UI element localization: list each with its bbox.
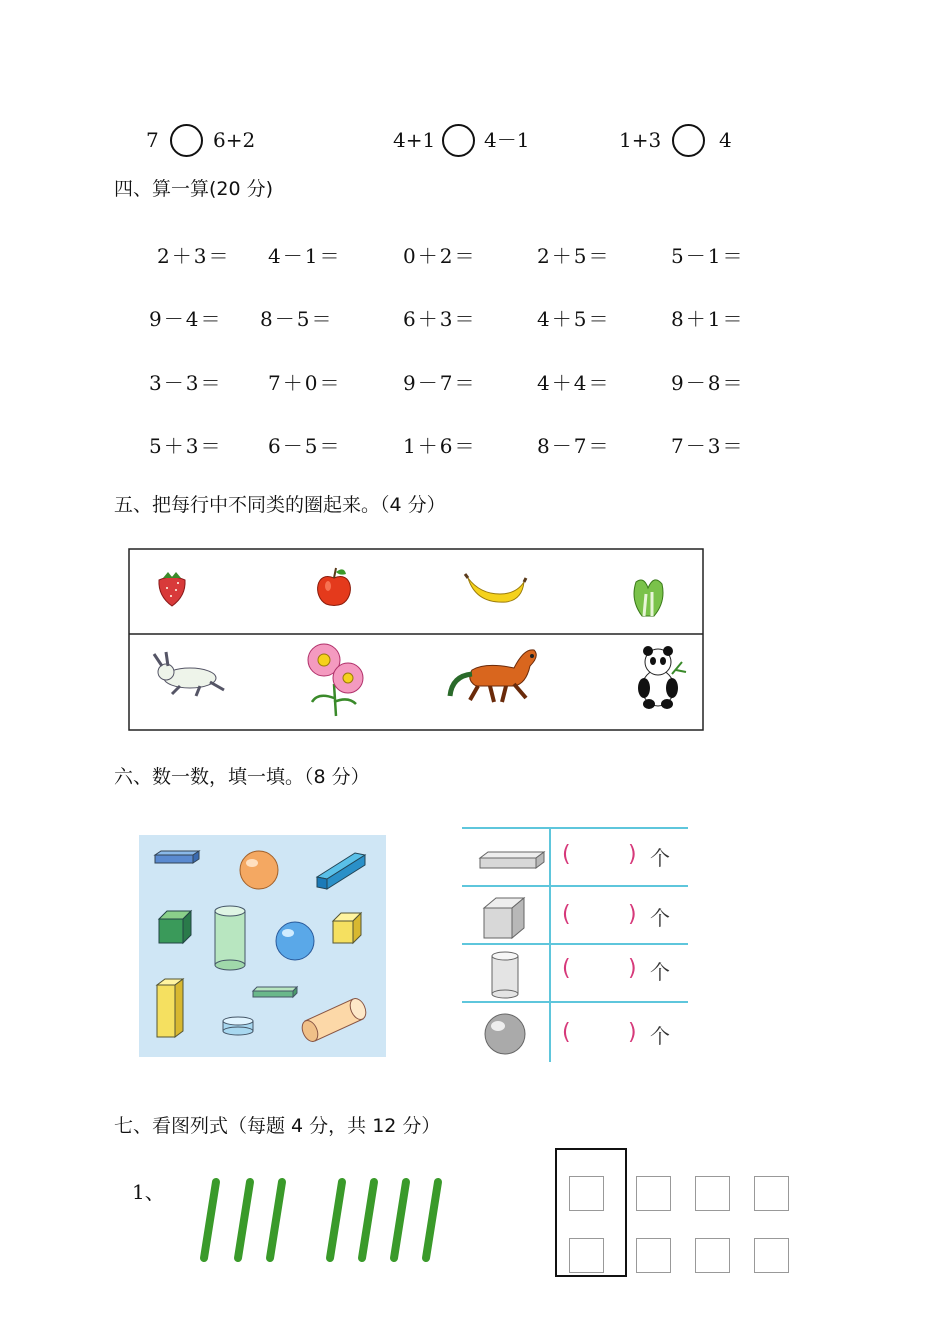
sphere-icon [240,851,278,889]
compare-circle-2[interactable] [442,124,475,157]
cmp-left-2: 4+1 [393,128,436,152]
count-answer-4[interactable] [574,1016,626,1048]
cmp-left-3: 1+3 [619,128,662,152]
stick [270,1182,282,1258]
cuboid-icon [253,987,297,997]
unit-label: 个 [650,846,670,870]
paren-close: ) [628,902,637,927]
arith-item[interactable]: 5－1＝ [671,244,745,268]
cmp-right-1: 6+2 [213,128,256,152]
arith-item[interactable]: 4－1＝ [268,244,342,268]
stick [330,1182,342,1258]
sticks-figure [192,1176,452,1266]
answer-box[interactable] [754,1176,789,1211]
arith-item[interactable]: 8＋1＝ [671,307,745,331]
arith-item[interactable]: 9－8＝ [671,371,745,395]
answer-box[interactable] [569,1176,604,1211]
stick-group-right [330,1182,438,1258]
arith-item[interactable]: 2＋5＝ [537,244,611,268]
answer-box[interactable] [636,1238,671,1273]
stick [362,1182,374,1258]
cuboid-icon [155,851,199,863]
sphere-icon [276,922,314,960]
count-answer-1[interactable] [574,838,626,870]
stick-group-left [204,1182,282,1258]
paren-close: ) [628,842,637,867]
stick [238,1182,250,1258]
paren-close: ) [628,956,637,981]
count-answer-2[interactable] [574,898,626,930]
compare-circle-1[interactable] [170,124,203,157]
cmp-right-3: 4 [719,128,732,152]
cmp-right-2: 4－1 [484,128,530,152]
section7-title: 七、看图列式（每题 4 分，共 12 分） [114,1115,441,1137]
arith-item[interactable]: 0＋2＝ [403,244,477,268]
unit-label: 个 [650,1024,670,1048]
count-table [462,826,688,1062]
question-number: 1、 [132,1180,165,1204]
cuboid-icon [157,979,183,1037]
unit-label: 个 [650,906,670,930]
cmp-left-1: 7 [146,128,159,152]
paren-open: ( [562,842,571,867]
arith-item[interactable]: 6－5＝ [268,434,342,458]
arith-item[interactable]: 5＋3＝ [149,434,223,458]
answer-box[interactable] [695,1238,730,1273]
cylinder-icon [215,906,245,970]
section4-title: 四、算一算(20 分) [114,178,274,200]
answer-box[interactable] [695,1176,730,1211]
shapes-panel [139,835,386,1057]
arith-item[interactable]: 2＋3＝ [157,244,231,268]
unit-label: 个 [650,960,670,984]
count-answer-3[interactable] [574,952,626,984]
paren-open: ( [562,1020,571,1045]
stick [394,1182,406,1258]
arith-item[interactable]: 6＋3＝ [403,307,477,331]
cuboid-icon [480,852,544,868]
cylinder-icon [492,952,518,998]
arith-item[interactable]: 1＋6＝ [403,434,477,458]
stick [426,1182,438,1258]
arith-item[interactable]: 3－3＝ [149,371,223,395]
arith-item[interactable]: 9－4＝ [149,307,223,331]
stick [204,1182,216,1258]
cube-icon [159,911,191,943]
arith-item[interactable]: 8－5＝ [260,307,334,331]
cube-icon [484,898,524,938]
paren-open: ( [562,902,571,927]
cylinder-icon [223,1017,253,1035]
cube-icon [333,913,361,943]
arith-item[interactable]: 8－7＝ [537,434,611,458]
paren-open: ( [562,956,571,981]
sphere-icon [485,1014,525,1054]
odd-one-out-table [128,548,704,731]
arith-item[interactable]: 4＋5＝ [537,307,611,331]
compare-circle-3[interactable] [672,124,705,157]
answer-box[interactable] [569,1238,604,1273]
arith-item[interactable]: 9－7＝ [403,371,477,395]
section6-title: 六、数一数，填一填。（8 分） [114,766,370,788]
arith-item[interactable]: 4＋4＝ [537,371,611,395]
arith-item[interactable]: 7＋0＝ [268,371,342,395]
section5-title: 五、把每行中不同类的圈起来。（4 分） [114,494,446,516]
answer-box[interactable] [636,1176,671,1211]
arith-item[interactable]: 7－3＝ [671,434,745,458]
paren-close: ) [628,1020,637,1045]
answer-box[interactable] [754,1238,789,1273]
